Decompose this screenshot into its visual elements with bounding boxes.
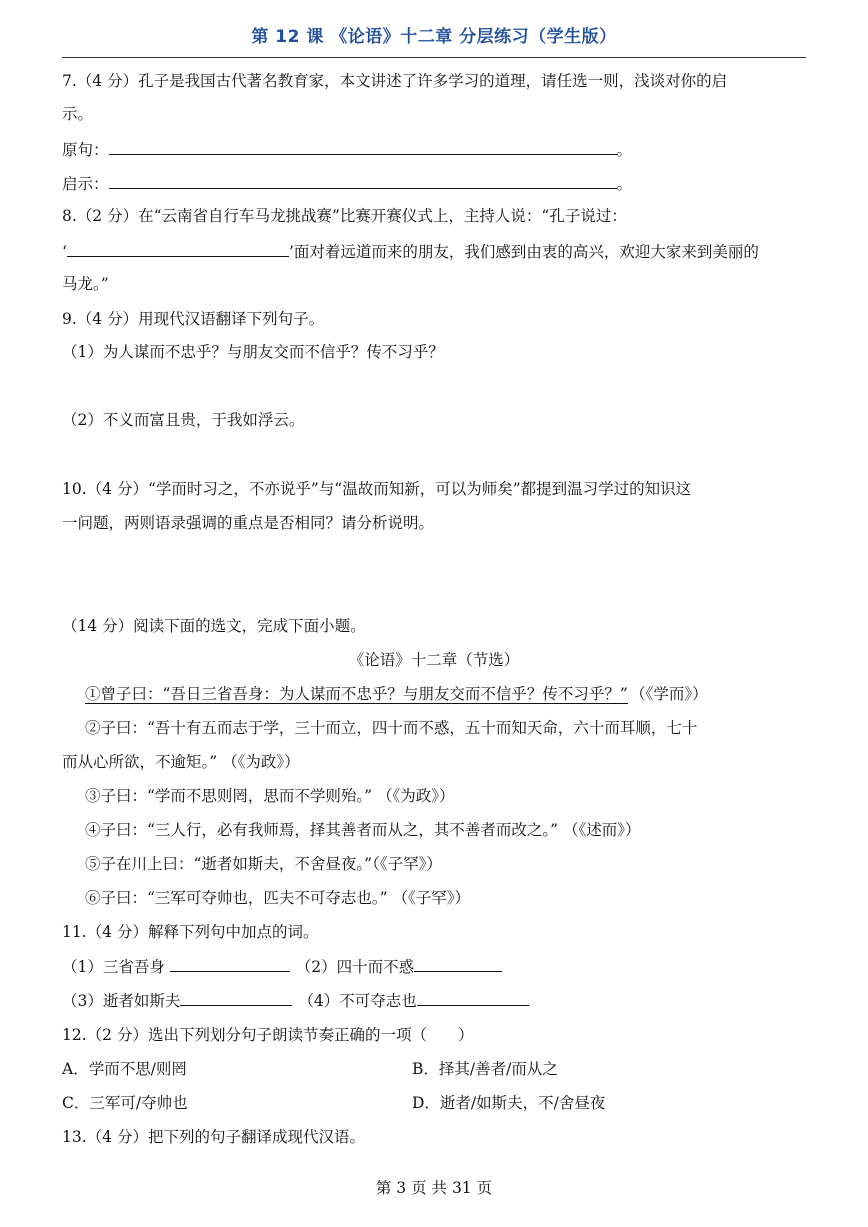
header-divider: [62, 57, 806, 58]
reading-para-1-text: ①曾子曰：“吾日三省吾身：为人谋而不忠乎？与朋友交而不信乎？传不习乎？”: [85, 685, 628, 703]
reading-title: 《论语》十二章（节选）: [348, 651, 520, 669]
q11-blank-3[interactable]: [180, 990, 292, 1006]
reading-para-4: ④子曰：“三人行，必有我师焉，择其善者而从之，其不善者而改之。” （《述而》）: [85, 821, 641, 839]
q12-option-c[interactable]: C．三军可/夺帅也: [62, 1094, 188, 1112]
q11-blank-4[interactable]: [417, 990, 529, 1006]
page-header-title: 第 12 课 《论语》十二章 分层练习（学生版）: [251, 27, 617, 47]
q10-prompt-line1: 10.（4 分）“学而时习之，不亦说乎”与“温故而知新，可以为师矣”都提到温习学过的知识这: [62, 480, 692, 498]
q9-sub1: （1）为人谋而不忠乎？与朋友交而不信乎？传不习乎？: [62, 343, 444, 361]
q11-blank-2[interactable]: [414, 956, 502, 972]
q7-original-blank[interactable]: [109, 139, 617, 155]
q7-insight-blank[interactable]: [109, 173, 617, 189]
reading-intro: （14 分）阅读下面的选文，完成下面小题。: [62, 617, 366, 635]
q8-prompt-line2: [62, 241, 759, 262]
q11-item-3: （3）逝者如斯夫: [62, 992, 181, 1010]
q12-option-a[interactable]: A．学而不思/则罔: [62, 1060, 187, 1078]
q7-original-row: [62, 139, 632, 160]
q7-insight-row: [62, 173, 632, 194]
q12-option-b[interactable]: B．择其/善者/而从之: [412, 1060, 558, 1078]
q12-option-d[interactable]: D．逝者/如斯夫，不/舍昼夜: [412, 1094, 606, 1112]
q8-prompt-line3: 马龙。”: [62, 275, 109, 293]
reading-para-1: [85, 684, 708, 704]
q9-prompt: 9.（4 分）用现代汉语翻译下列句子。: [62, 310, 325, 328]
q8-answer-blank[interactable]: [67, 241, 289, 257]
q11-item-2: （2）四十而不惑: [295, 958, 415, 976]
q8-open-quote: ‘: [62, 243, 67, 261]
q7-insight-label: 启示：: [62, 175, 109, 193]
q11-row-1: [62, 956, 502, 977]
reading-para-2b: 而从心所欲，不逾矩。” （《为政》）: [62, 753, 300, 771]
q7-original-end: 。: [616, 141, 633, 159]
q9-sub2: （2）不义而富且贵，于我如浮云。: [62, 411, 305, 429]
q11-item-4: （4）不可夺志也: [298, 992, 417, 1010]
q12-prompt: 12.（2 分）选出下列划分句子朗读节奏正确的一项（ ）: [62, 1026, 474, 1044]
reading-para-2a: ②子曰：“吾十有五而志于学，三十而立，四十而不惑，五十而知天命，六十而耳顺，七十: [85, 719, 698, 737]
q11-blank-1[interactable]: [170, 956, 290, 972]
reading-para-1-source: （《学而》）: [637, 685, 708, 703]
q11-prompt: 11.（4 分）解释下列句中加点的词。: [62, 923, 319, 941]
q7-prompt-line2: 示。: [62, 105, 94, 123]
q13-prompt: 13.（4 分）把下列的句子翻译成现代汉语。: [62, 1128, 365, 1146]
q11-item-1: （1）三省吾身: [62, 958, 170, 976]
q8-line2-text: ’面对着远道而来的朋友，我们感到由衷的高兴，欢迎大家来到美丽的: [288, 243, 759, 261]
reading-para-3: ③子曰：“学而不思则罔，思而不学则殆。” （《为政》）: [85, 787, 455, 805]
page-footer: 第 3 页 共 31 页: [375, 1179, 493, 1197]
q10-prompt-line2: 一问题，两则语录强调的重点是否相同？请分析说明。: [62, 514, 435, 532]
q7-original-label: 原句：: [62, 141, 109, 159]
q8-prompt-line1: 8.（2 分）在“云南省自行车马龙挑战赛”比赛开赛仪式上，主持人说：“孔子说过：: [62, 207, 627, 225]
q7-insight-end: 。: [616, 175, 633, 193]
reading-para-5: ⑤子在川上曰：“逝者如斯夫，不舍昼夜。”（《子罕》）: [85, 855, 442, 873]
reading-para-6: ⑥子曰：“三军可夺帅也，匹夫不可夺志也。” （《子罕》）: [85, 889, 471, 907]
q7-prompt-line1: 7.（4 分）孔子是我国古代著名教育家，本文讲述了许多学习的道理，请任选一则，浅谈对你的启: [62, 72, 728, 90]
q11-row-2: [62, 990, 529, 1011]
